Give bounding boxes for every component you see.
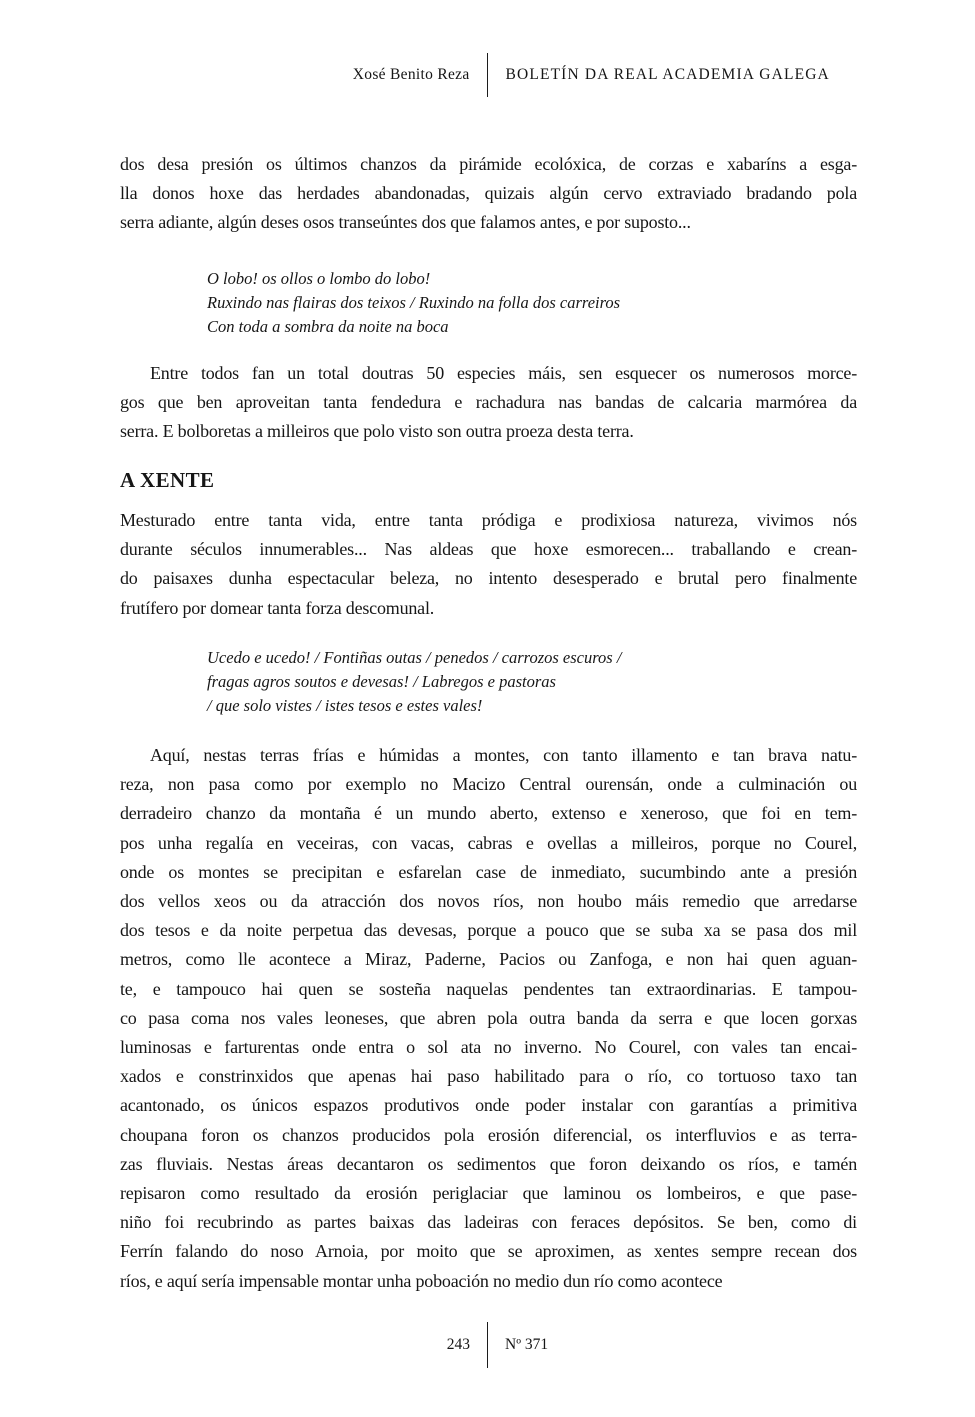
text-line: zas fluviais. Nestas áreas decantaron os sedimentos que foron deixando os ríos, e tamén [120,1153,857,1174]
verse-line: Con toda a sombra da noite na boca [207,317,449,336]
text-line: onde os montes se precipitan e esfarelan case de inmediato, sucumbindo ante a presión [120,861,857,882]
text-line: lla donos hoxe das herdades abandonadas, quizais algún cervo extraviado bradando pola [120,183,857,204]
header-author: Xosé Benito Reza [352,66,470,83]
text-line: acantonado, os únicos espazos produtivos onde poder instalar con garantías a primitiva [120,1095,857,1116]
text-line: repisaron como resultado da erosión periglaciar que laminou os lombeiros, e que pase- [120,1183,857,1204]
paragraph-continued [120,150,857,238]
text-line: choupana foron os chanzos producidos pola erosión diferencial, os interfluvios e as terra- [120,1124,857,1145]
text-line: te, e tampouco hai quen se sosteña naquelas pendentes tan extraordinarias. E tampou- [120,978,857,999]
verse-line: O lobo! os ollos o lombo do lobo! [207,269,431,288]
page-footer [0,1322,975,1368]
section-heading: A XENTE [120,468,215,492]
verse-line: / que solo vistes / istes tesos e estes vales! [207,696,483,715]
text-line: Mesturado entre tanta vida, entre tanta pródiga e prodixiosa natureza, vivimos nós [120,510,857,530]
footer-page-number: 243 [446,1336,470,1353]
footer-issue-number: Nº 371 [505,1336,549,1353]
paragraph-species [120,359,857,447]
verse-line: Ucedo e ucedo! / Fontiñas outas / penedos / carrozos escuros / [207,648,622,667]
text-line: metros, como lle acontece a Miraz, Paderne, Pacios ou Zanfoga, e non hai quen aguan- [120,949,857,970]
text-line: do paisaxes dunha espectacular beleza, no intento desesperado e brutal pero finalmente [120,568,857,589]
text-line: niño foi recubrindo as partes baixas das ladeiras con feraces depósitos. Se ben, como di [120,1212,857,1233]
text-line: dos desa presión os últimos chanzos da pirámide ecolóxica, de corzas e xabaríns a esga- [120,154,857,174]
text-line: reza, non pasa como por exemplo no Macizo Central ourensán, onde a culminación ou [120,774,857,795]
text-line: frutífero por domear tanta forza descomunal. [120,597,435,618]
text-line: co pasa coma nos vales leoneses, que abren pola outra banda da serra e que locen gorxas [120,1007,857,1028]
header-journal-title: BOLETÍN DA REAL ACADEMIA GALEGA [505,66,830,83]
text-line: serra. E bolboretas a milleiros que polo visto son outra proeza desta terra. [120,421,634,442]
verse-line: Ruxindo nas flairas dos teixos / Ruxindo na folla dos carreiros [207,293,621,312]
text-line: Ferrín falando do noso Arnoia, por moito que se aproximen, as xentes sempre recean dos [120,1241,857,1262]
text-line: durante séculos innumerables... Nas aldeas que hoxe esmorecen... traballando e crean- [120,539,857,560]
text-line: derradeiro chanzo da montaña é un mundo aberto, extenso e xeneroso, que foi en tem- [120,803,857,824]
text-line: gos que ben aproveitan tanta fendedura e rachadura nas bandas de calcaria marmórea da [120,392,857,413]
text-line: dos tesos e da noite perpetua das devesas, porque a pouco que se suba xa se pasa dos mil [120,920,857,941]
text-line: ríos, e aquí sería impensable montar unha poboación no medio dun río como acontece [120,1270,723,1291]
text-line: pos unha regalía en veceiras, con vacas, cabras e ovellas a milleiros, porque no Courel, [120,832,857,853]
text-line: serra adiante, algún deses osos transeúntes dos que falamos antes, e por suposto... [120,212,691,233]
text-line: Entre todos fan un total doutras 50 especies máis, sen esquecer os numerosos morce- [150,363,857,383]
text-line: xados e constrinxidos que apenas hai paso habilitado para o río, co tortuoso taxo tan [120,1066,857,1087]
text-line: luminosas e farturentas onde entra o sol ata no inverno. No Courel, con vales tan encai- [120,1037,857,1058]
text-line: Aquí, nestas terras frías e húmidas a montes, con tanto illamento e tan brava natu- [150,745,857,765]
paragraph-xente-intro [120,506,857,623]
poem-quote-2 [207,646,867,718]
running-head [0,53,975,97]
verse-line: fragas agros soutos e devesas! / Labregos e pastoras [207,672,556,691]
text-line: dos vellos xeos ou da atracción dos novos ríos, non houbo máis remedio que arredarse [120,891,857,912]
paragraph-main [120,741,857,1296]
poem-quote-1 [207,267,867,339]
